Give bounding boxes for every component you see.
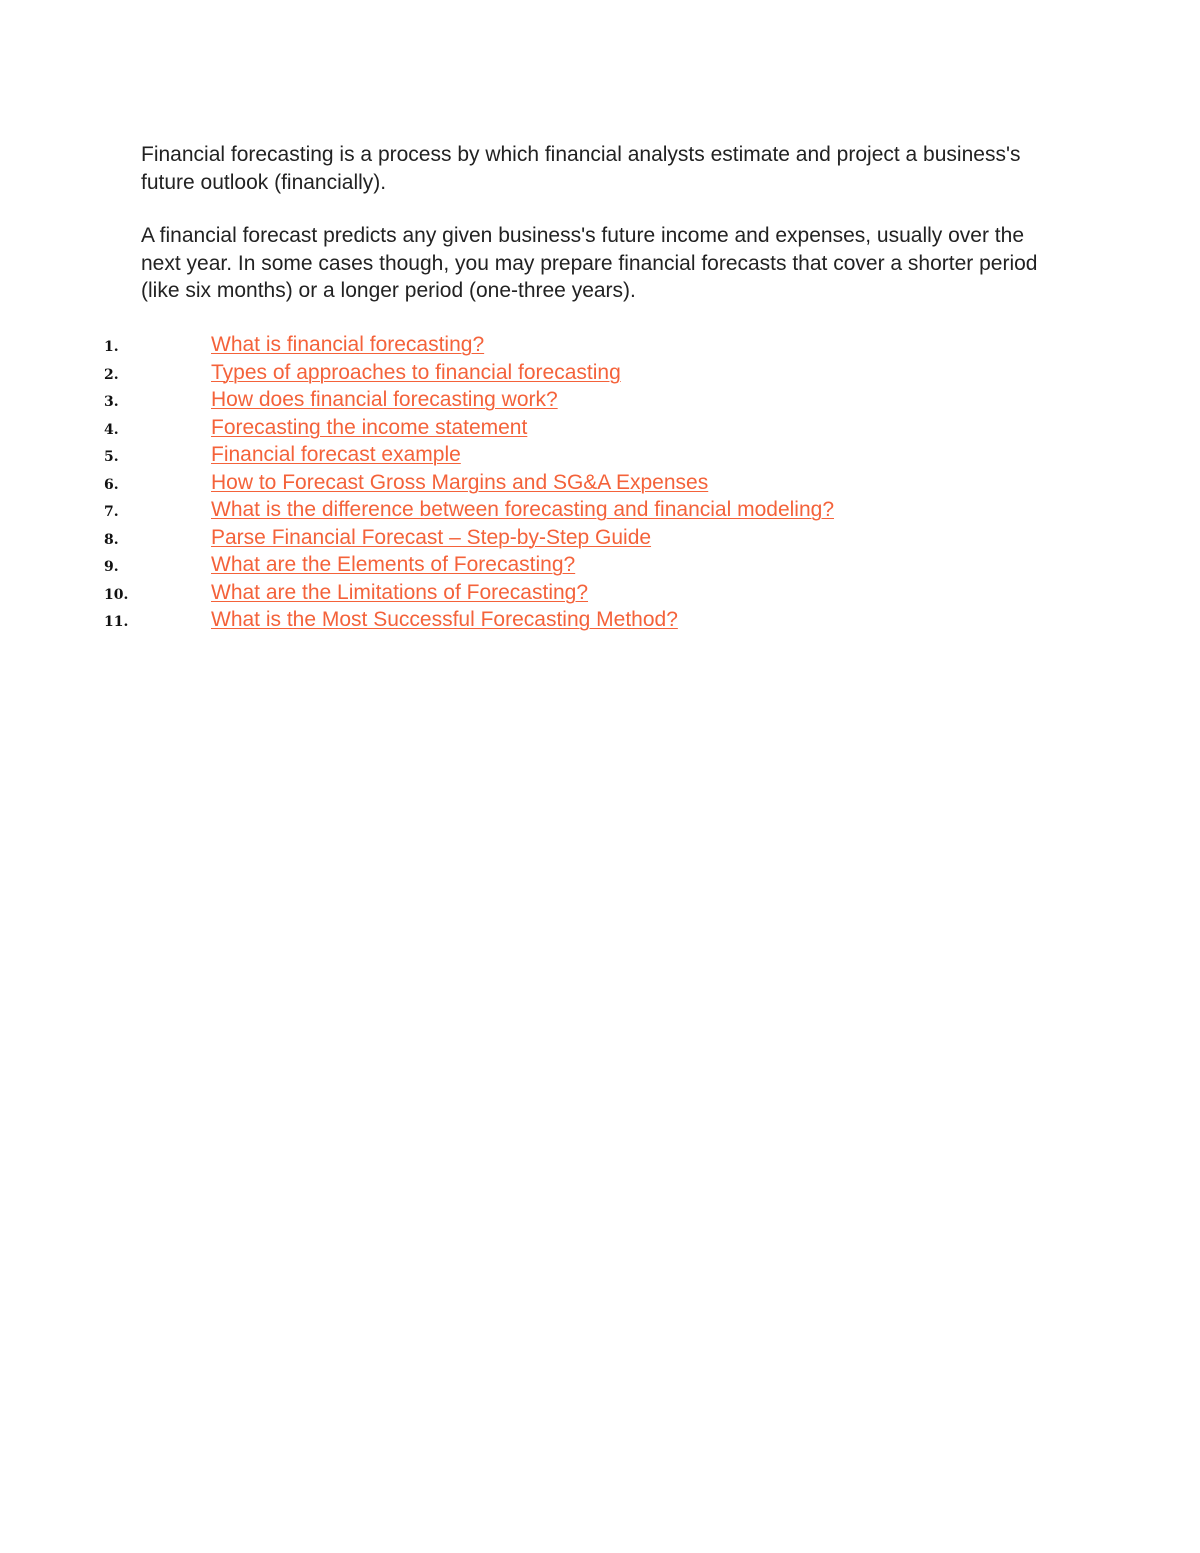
- toc-number: 2.: [104, 366, 119, 383]
- toc-item: [0, 579, 1200, 607]
- toc-item: [0, 386, 1200, 414]
- toc-item: [0, 359, 1200, 387]
- toc-number: 4.: [104, 421, 119, 438]
- toc-number: 7.: [104, 504, 119, 520]
- toc-number: 6.: [104, 476, 119, 493]
- toc-number: 3.: [104, 394, 119, 410]
- toc-link-forecasting-vs-modeling[interactable]: What is the difference between forecasting and financial modeling?: [211, 498, 834, 521]
- toc-link-forecasting-income-statement[interactable]: Forecasting the income statement: [211, 415, 528, 439]
- toc-link-types-of-approaches[interactable]: Types of approaches to financial forecasting: [211, 360, 621, 384]
- toc-item: [0, 496, 1200, 524]
- toc-link-step-by-step-guide[interactable]: Parse Financial Forecast – Step-by-Step Guide: [211, 525, 652, 549]
- toc-item: [0, 441, 1200, 469]
- toc-link-most-successful-method[interactable]: What is the Most Successful Forecasting Method?: [211, 608, 678, 631]
- toc-number: 11.: [104, 614, 129, 630]
- toc-item: [0, 414, 1200, 442]
- toc-item: [0, 469, 1200, 497]
- toc-item: [0, 606, 1200, 634]
- toc-link-financial-forecast-example[interactable]: Financial forecast example: [211, 443, 461, 466]
- intro-paragraph-1: Financial forecasting is a process by which financial analysts estimate and project a business's future outlook (financially).: [141, 143, 1021, 194]
- toc-number: 9.: [104, 559, 119, 575]
- toc-link-gross-margins-sga[interactable]: How to Forecast Gross Margins and SG&A Expenses: [211, 470, 709, 494]
- table-of-contents: [0, 331, 1200, 634]
- toc-number: 10.: [104, 586, 129, 603]
- toc-link-limitations-of-forecasting[interactable]: What are the Limitations of Forecasting?: [211, 580, 589, 604]
- toc-number: 5.: [104, 449, 119, 465]
- toc-item: [0, 524, 1200, 552]
- intro-paragraph-2: A financial forecast predicts any given business's future income and expenses, usually over the next year. In some cases though, you may prepare financial forecasts that cover a shorter period (like six months) or a longer period (one-three years).: [141, 224, 1038, 302]
- toc-number: 1.: [104, 339, 119, 355]
- toc-link-how-does-forecasting-work[interactable]: How does financial forecasting work?: [211, 388, 558, 411]
- toc-item: [0, 551, 1200, 579]
- intro-text: [141, 141, 1061, 331]
- toc-link-elements-of-forecasting[interactable]: What are the Elements of Forecasting?: [211, 553, 576, 576]
- toc-link-what-is-financial-forecasting[interactable]: What is financial forecasting?: [211, 333, 485, 356]
- toc-number: 8.: [104, 531, 119, 548]
- toc-item: [0, 331, 1200, 359]
